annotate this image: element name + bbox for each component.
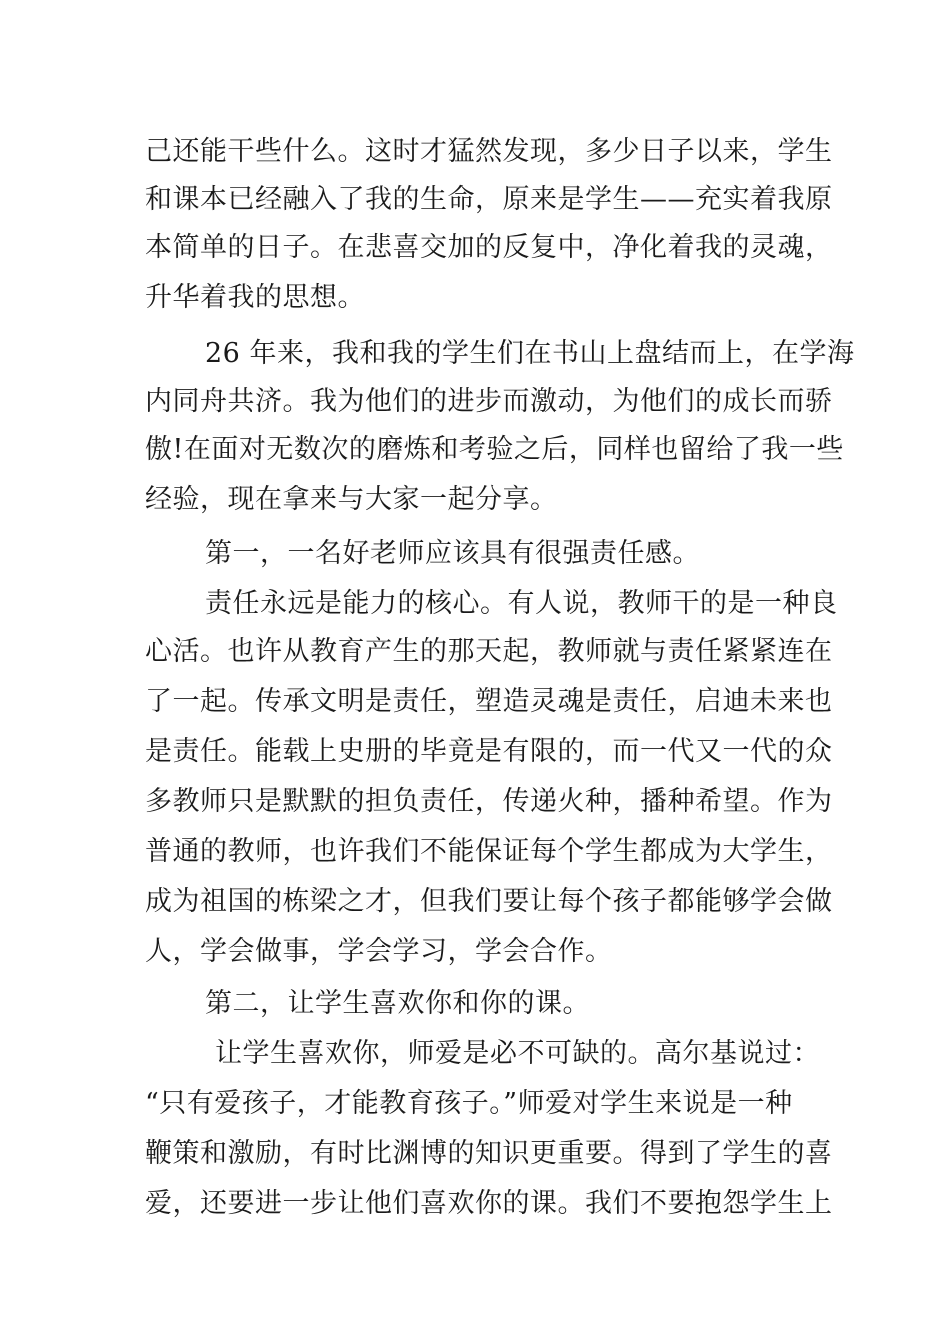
paragraph-first-line: 责任永远是能力的核心。有人说，教师干的是一种良 [205,588,838,619]
text-line: 成为祖国的栋梁之才，但我们要让每个孩子都能够学会做 [145,886,833,917]
text-line: 己还能干些什么。这时才猛然发现，多少日子以来，学生 [145,136,833,167]
text-line: 傲!在面对无数次的磨炼和考验之后，同样也留给了我一些 [145,434,844,465]
section-heading-first: 第一，一名好老师应该具有很强责任感。 [205,538,700,569]
text-line: 爱，还要进一步让他们喜欢你的课。我们不要抱怨学生上 [145,1188,833,1219]
text-line: “只有爱孩子，才能教育孩子。”师爱对学生来说是一种 [145,1088,793,1119]
text-line: 内同舟共济。我为他们的进步而激动，为他们的成长而骄 [145,386,833,417]
section-heading-second: 第二，让学生喜欢你和你的课。 [205,988,590,1019]
text-line: 心活。也许从教育产生的那天起，教师就与责任紧紧连在 [145,636,833,667]
text-line: 了一起。传承文明是责任，塑造灵魂是责任，启迪未来也 [145,686,833,717]
text-line: 经验，现在拿来与大家一起分享。 [145,484,558,515]
paragraph-first-line: 26 年来，我和我的学生们在书山上盘结而上，在学海 [205,338,855,369]
text-line: 多教师只是默默的担负责任，传递火种，播种希望。作为 [145,786,833,817]
text-line: 本简单的日子。在悲喜交加的反复中，净化着我的灵魂， [145,232,833,263]
text-line: 鞭策和激励，有时比渊博的知识更重要。得到了学生的喜 [145,1138,833,1169]
text-line: 和课本已经融入了我的生命，原来是学生——充实着我原 [145,184,833,215]
text-line: 是责任。能载上史册的毕竟是有限的，而一代又一代的众 [145,736,833,767]
paragraph-first-line: 让学生喜欢你，师爱是必不可缺的。高尔基说过： [215,1038,820,1069]
text-line: 升华着我的思想。 [145,282,365,313]
text-line: 普通的教师，也许我们不能保证每个学生都成为大学生， [145,836,833,867]
text-line: 人，学会做事，学会学习，学会合作。 [145,936,613,967]
